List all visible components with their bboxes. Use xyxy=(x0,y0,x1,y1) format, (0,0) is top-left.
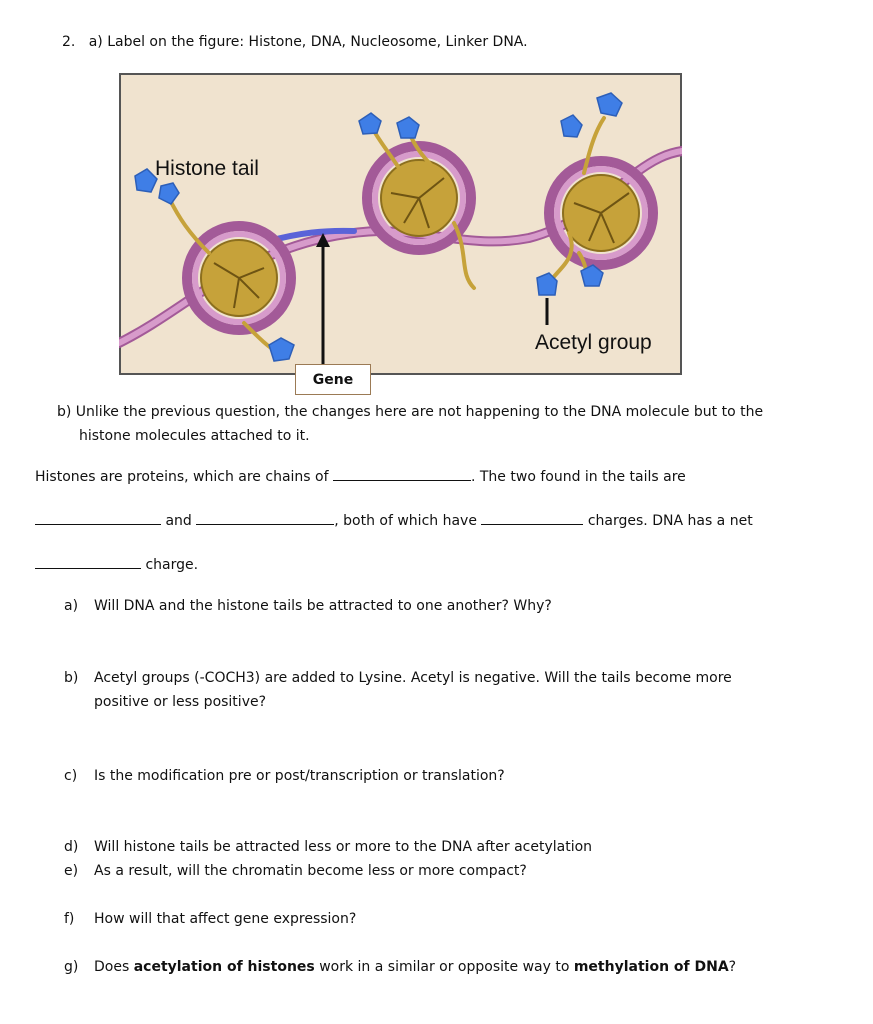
nucleosome-2 xyxy=(367,146,471,250)
nucleosome-diagram xyxy=(119,73,682,375)
question-text: Will DNA and the histone tails be attracted to one another? Why? xyxy=(94,598,552,614)
question-text: As a result, will the chromatin become less or more compact? xyxy=(94,863,527,879)
fill-in-text: charge. xyxy=(141,557,199,573)
answer-blank[interactable] xyxy=(196,510,334,525)
gene-label-box xyxy=(295,364,371,395)
question-text-bold: methylation of DNA xyxy=(573,959,729,975)
answer-blank[interactable] xyxy=(35,510,161,525)
acetyl-group-label: Acetyl group xyxy=(535,331,652,354)
question-label: e) xyxy=(64,863,79,879)
question-text: a) Label on the figure: Histone, DNA, Nucleosome, Linker DNA. xyxy=(88,34,528,50)
fill-in-text: and xyxy=(161,513,197,529)
fill-in-text: , both of which have xyxy=(334,513,482,529)
question-label: b) xyxy=(64,670,79,686)
question-text-bold: acetylation of histones xyxy=(133,959,315,975)
nucleosome-1 xyxy=(187,226,291,330)
question-label: f) xyxy=(64,911,75,927)
answer-blank[interactable] xyxy=(481,510,583,525)
question-text-part: work in a similar or opposite way to xyxy=(314,959,574,975)
question-text-part: Does xyxy=(94,959,134,975)
nucleosome-figure xyxy=(119,73,682,375)
fill-in-line-2 xyxy=(35,510,753,529)
question-number: 2. xyxy=(62,34,76,50)
question-text: Is the modification pre or post/transcription or translation? xyxy=(94,768,505,784)
question-label: c) xyxy=(64,768,78,784)
question-text-part: ? xyxy=(728,959,737,975)
question-label: g) xyxy=(64,959,79,975)
fill-in-text: Histones are proteins, which are chains of xyxy=(35,469,333,485)
question-label: a) xyxy=(64,598,79,614)
question-text: Acetyl groups (-COCH3) are added to Lysine. Acetyl is negative. Will the tails become more xyxy=(94,670,732,686)
nucleosome-3 xyxy=(549,161,653,265)
part-b-line2: histone molecules attached to it. xyxy=(79,428,310,444)
part-b-line1: b) Unlike the previous question, the changes here are not happening to the DNA molecule but to the xyxy=(57,404,764,420)
question-header xyxy=(62,34,528,50)
fill-in-line-3 xyxy=(35,554,198,573)
fill-in-text: . The two found in the tails are xyxy=(470,469,686,485)
answer-blank[interactable] xyxy=(35,554,141,569)
question-text-cont: positive or less positive? xyxy=(94,694,267,710)
fill-in-line-1 xyxy=(35,466,686,485)
question-label: d) xyxy=(64,839,79,855)
question-text: Will histone tails be attracted less or more to the DNA after acetylation xyxy=(94,839,593,855)
fill-in-text: charges. DNA has a net xyxy=(583,513,753,529)
question-text: How will that affect gene expression? xyxy=(94,911,357,927)
histone-tail-label: Histone tail xyxy=(155,157,259,180)
answer-blank[interactable] xyxy=(333,466,471,481)
gene-label: Gene xyxy=(312,371,354,388)
question-text xyxy=(94,959,736,975)
